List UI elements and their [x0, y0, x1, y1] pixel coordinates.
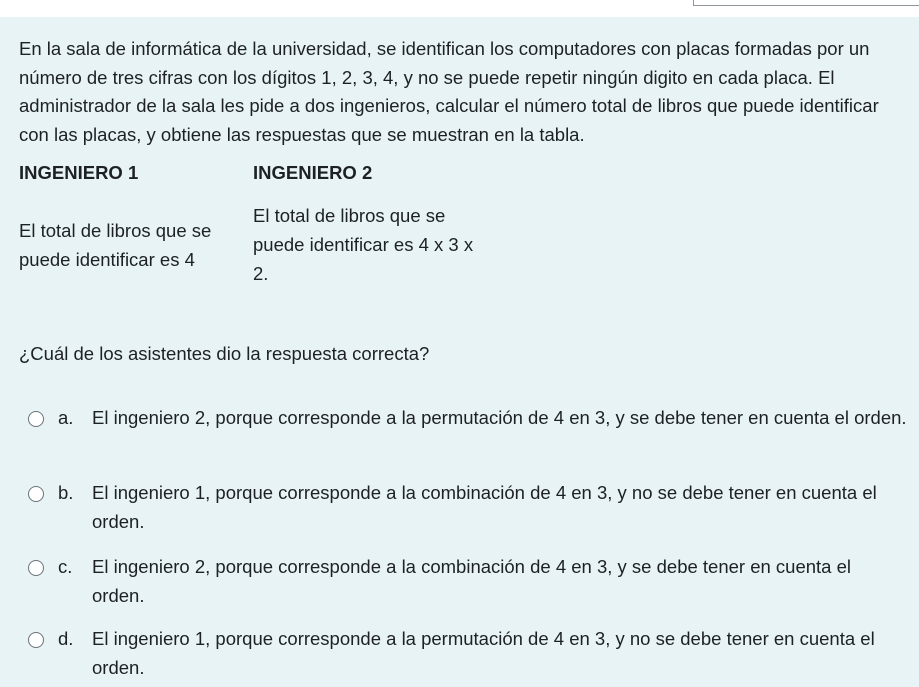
option-letter: d.	[58, 628, 74, 649]
radio-button-a[interactable]	[28, 411, 44, 427]
option-letter: c.	[58, 556, 73, 577]
radio-button-d[interactable]	[28, 632, 44, 648]
option-text[interactable]: El ingeniero 1, porque corresponde a la combinación de 4 en 3, y no se debe tener en cuenta el orden.	[92, 482, 877, 532]
question-panel	[0, 17, 919, 687]
option-text[interactable]: El ingeniero 1, porque corresponde a la permutación de 4 en 3, y no se debe tener en cuenta el orden.	[92, 628, 875, 678]
option-letter: a.	[58, 407, 74, 428]
radio-button-c[interactable]	[28, 560, 44, 576]
question-text: En la sala de informática de la universidad, se identifican los computadores con placas formadas por un número de tres cifras con los dígitos 1, 2, 3, 4, y no se puede repetir ningún digito en cada placa. El administrador de la sala les pide a dos ingenieros, calcular el número total de libros que puede identificar con las placas, y obtiene las respuestas que se muestran en la tabla.	[19, 38, 879, 145]
question-prompt: ¿Cuál de los asistentes dio la respuesta correcta?	[19, 343, 430, 364]
top-input-field[interactable]	[693, 0, 919, 6]
option-text[interactable]: El ingeniero 2, porque corresponde a la permutación de 4 en 3, y se debe tener en cuenta el orden.	[92, 407, 907, 428]
radio-button-b[interactable]	[28, 486, 44, 502]
engineer-2-header: INGENIERO 2	[253, 162, 373, 183]
engineer-1-answer: El total de libros que se puede identificar es 4	[19, 220, 212, 270]
option-letter: b.	[58, 482, 74, 503]
engineer-2-answer: El total de libros que se puede identificar es 4 x 3 x 2.	[253, 205, 474, 284]
option-text[interactable]: El ingeniero 2, porque corresponde a la combinación de 4 en 3, y se debe tener en cuenta el orden.	[92, 556, 852, 606]
top-bar	[0, 0, 919, 17]
engineer-1-header: INGENIERO 1	[19, 162, 139, 183]
option-b[interactable]	[0, 478, 919, 538]
option-c[interactable]	[0, 552, 919, 612]
option-a[interactable]	[0, 403, 919, 463]
option-d[interactable]	[0, 624, 919, 684]
